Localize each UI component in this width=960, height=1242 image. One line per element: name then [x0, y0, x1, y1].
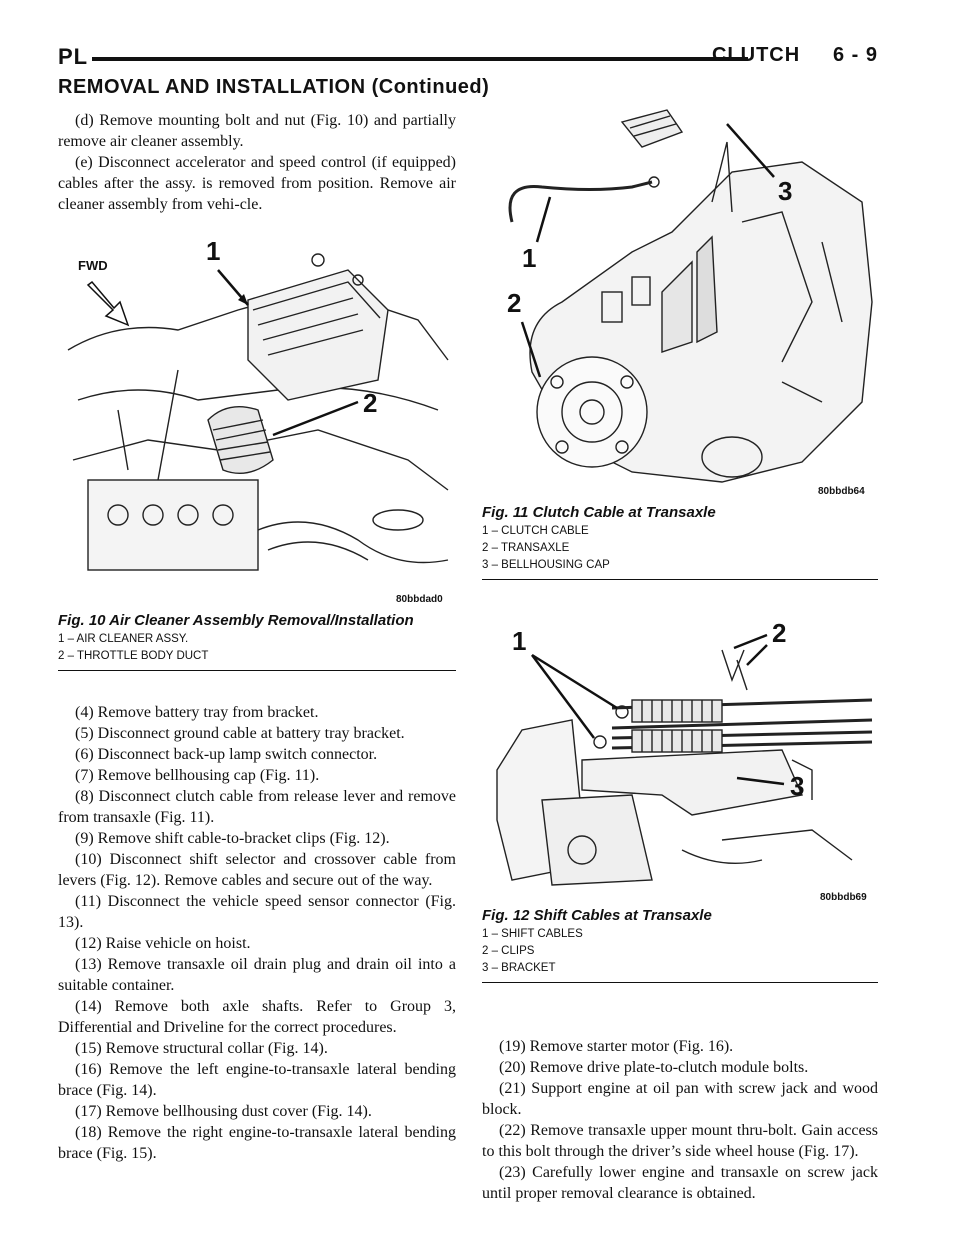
- paragraph: (d) Remove mounting bolt and nut (Fig. 10) and partially remove air cleaner assembly.: [58, 112, 456, 150]
- legend-item: 1 – AIR CLEANER ASSY.: [58, 633, 189, 645]
- figure-title: Fig. 10 Air Cleaner Assembly Removal/Installation: [58, 612, 414, 629]
- step: (18) Remove the right engine-to-transaxle lateral bending brace (Fig. 15).: [58, 1124, 456, 1162]
- step: (20) Remove drive plate-to-clutch module bolts.: [499, 1059, 809, 1076]
- step: (4) Remove battery tray from bracket.: [75, 704, 319, 721]
- step: (21) Support engine at oil pan with screw jack and wood block.: [482, 1080, 878, 1118]
- figure-code: 80bbdb64: [818, 486, 865, 497]
- callout-2: 2: [507, 288, 522, 318]
- figure-legend: [58, 631, 456, 665]
- figure-12: [482, 620, 878, 983]
- fwd-label: FWD: [78, 258, 108, 273]
- step: (17) Remove bellhousing dust cover (Fig. 14).: [75, 1103, 372, 1120]
- section-title: REMOVAL AND INSTALLATION (Continued): [58, 76, 490, 98]
- step: (14) Remove both axle shafts. Refer to Group 3, Differential and Driveline for the correct procedures.: [58, 998, 456, 1036]
- legend-item: 1 – CLUTCH CABLE: [482, 525, 589, 537]
- step: (12) Raise vehicle on hoist.: [75, 935, 251, 952]
- figure-11: [482, 102, 878, 580]
- left-top-text: [58, 110, 456, 215]
- callout-2: 2: [772, 620, 787, 648]
- callout-2: 2: [363, 388, 378, 418]
- clutch-cable-illustration: [482, 102, 878, 502]
- legend-item: 2 – TRANSAXLE: [482, 542, 570, 554]
- step: (23) Carefully lower engine and transaxle on screw jack until proper removal clearance is obtained.: [482, 1164, 878, 1202]
- step: (22) Remove transaxle upper mount thru-bolt. Gain access to this bolt through the driver’s side wheel house (Fig. 17).: [482, 1122, 878, 1160]
- step: (15) Remove structural collar (Fig. 14).: [75, 1040, 328, 1057]
- step: (6) Disconnect back-up lamp switch connector.: [75, 746, 378, 763]
- step: (7) Remove bellhousing cap (Fig. 11).: [75, 767, 320, 784]
- air-cleaner-illustration: [58, 230, 456, 610]
- step: (5) Disconnect ground cable at battery tray bracket.: [75, 725, 405, 742]
- step: (9) Remove shift cable-to-bracket clips (Fig. 12).: [75, 830, 390, 847]
- header-rule: [92, 57, 748, 61]
- figure-legend: [482, 926, 878, 977]
- left-bottom-text: [58, 702, 456, 1164]
- step: (13) Remove transaxle oil drain plug and drain oil into a suitable container.: [58, 956, 456, 994]
- step: (11) Disconnect the vehicle speed sensor connector (Fig. 13).: [58, 893, 456, 931]
- legend-item: 1 – SHIFT CABLES: [482, 928, 583, 940]
- legend-item: 3 – BRACKET: [482, 962, 556, 974]
- callout-3: 3: [778, 176, 793, 206]
- callout-1: 1: [206, 236, 221, 266]
- shift-cables-illustration: [482, 620, 878, 905]
- legend-item: 2 – THROTTLE BODY DUCT: [58, 650, 209, 662]
- step: (16) Remove the left engine-to-transaxle lateral bending brace (Fig. 14).: [58, 1061, 456, 1099]
- step: (10) Disconnect shift selector and crossover cable from levers (Fig. 12). Remove cables and secure out of the way.: [58, 851, 456, 889]
- figure-title: Fig. 11 Clutch Cable at Transaxle: [482, 504, 716, 521]
- figure-divider: [482, 982, 878, 983]
- figure-10: [58, 230, 456, 671]
- legend-item: 3 – BELLHOUSING CAP: [482, 559, 610, 571]
- figure-title: Fig. 12 Shift Cables at Transaxle: [482, 907, 712, 924]
- figure-code: 80bbdb69: [820, 892, 867, 903]
- figure-legend: [482, 523, 878, 574]
- paragraph: (e) Disconnect accelerator and speed control (if equipped) cables after the assy. is removed from position. Remove air cleaner assembly from vehi-cle.: [58, 154, 456, 213]
- figure-divider: [482, 579, 878, 580]
- step: (19) Remove starter motor (Fig. 16).: [499, 1038, 734, 1055]
- figure-divider: [58, 670, 456, 671]
- header-chapter-page: CLUTCH 6 - 9: [711, 44, 878, 66]
- callout-1: 1: [512, 626, 527, 656]
- header-section-code: PL: [58, 44, 89, 69]
- callout-1: 1: [522, 243, 537, 273]
- step: (8) Disconnect clutch cable from release lever and remove from transaxle (Fig. 11).: [58, 788, 456, 826]
- callout-3: 3: [790, 771, 805, 801]
- figure-code: 80bbdad0: [396, 594, 443, 605]
- right-bottom-text: [482, 1036, 878, 1204]
- legend-item: 2 – CLIPS: [482, 945, 535, 957]
